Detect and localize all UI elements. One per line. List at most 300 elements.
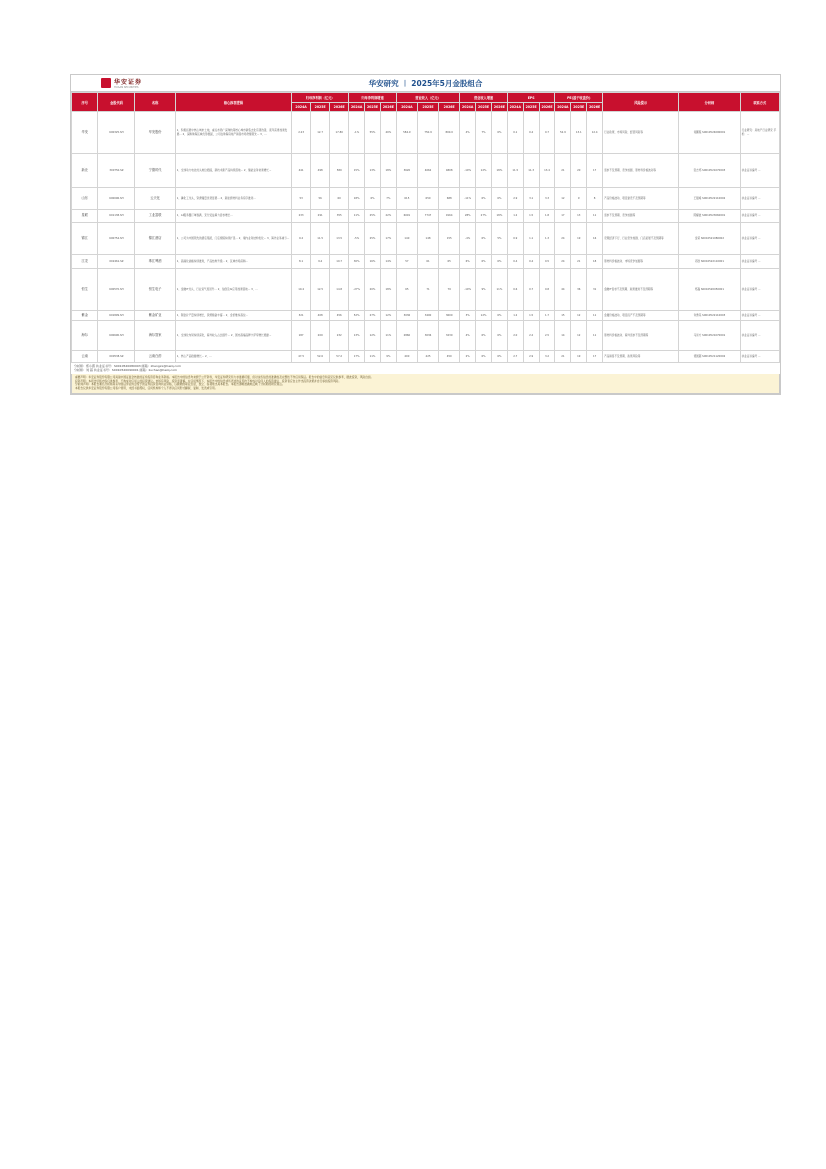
cell-eps: 1.7 [539,311,555,321]
cell-revg: 12% [476,154,492,188]
table-row [72,112,780,154]
cell-pe: 12 [571,311,587,321]
cell-pe: 36 [571,269,587,311]
disclaimer-notes [71,374,780,394]
cell-pe: 17 [587,351,603,363]
cell-npg: 18% [380,154,396,188]
cell-eps: 0.5 [539,255,555,269]
year-header: 2024A [396,103,417,112]
cell-name: 华发股份 [135,112,175,154]
cell-revg: 28% [460,210,476,223]
cell-code: 600690.SH [98,321,135,351]
logo-name: 华安证券 [114,79,143,86]
cell-eps: 0.4 [507,255,523,269]
note-paragraph: 投资声明：本报告所载内容仅供参考，不构成对任何人的投资建议。市场有风险，投资需谨慎。在任何情况下，本报告中的信息或所表述的意见均不构成对任何人的投资建议，投资者应自主作出投资决策并自行承担投资风险。 [75,378,342,383]
cell-npg: -1% [349,112,365,154]
table-row [72,223,780,255]
cell-pe: 17 [587,154,603,188]
cell-np: 8.1 [292,255,311,269]
cell-pe: 20 [571,154,587,188]
cell-rev: 3400 [417,311,438,321]
cell-revg: 6% [476,321,492,351]
cell-np: 441 [292,154,311,188]
cell-eps: 0.9 [507,223,523,255]
cell-rev: 61 [417,255,438,269]
cell-revg: 4% [460,321,476,351]
cell-pe: 13.1 [571,112,587,154]
cell-eps: 2.7 [507,351,523,363]
cell-npg: 9% [380,351,396,363]
cell-rev: 6091 [396,210,417,223]
cell-name: 宁德时代 [135,154,175,188]
cell-rev: 65 [396,269,417,311]
contact-line: 分析师：郑小霞 执业证书号：S0010520080003 邮箱：zhengxx@hazq.com [74,364,181,368]
cell-analyst: 金荣 S0010521080002 [679,223,740,255]
cell-code: 600325.SH [98,112,135,154]
table-row [72,188,780,210]
cell-pe: 17 [555,210,571,223]
cell-risk: 需求不及预期、竞争加剧等 [603,210,679,223]
cell-npg: -27% [349,269,365,311]
cell-npg: 13% [349,321,365,351]
cell-eps: 1.2 [507,311,523,321]
cell-logic: 1、积极拓展中核心城市土地，重点布局广深珠杭等核心城市销售去化有望改善，逐年获得加速发展... 2、深耕珠海区域优势稳固，公司在珠海房地产销售市场份额领先... 3、... [175,112,291,154]
cell-analyst: 何鹏程 S0010524090001 [679,112,740,154]
year-header: 2024A [507,103,523,112]
cell-logic: 1、全球动力电池龙头地位稳固，新技术新产品持续落地... 2、储能业务快速增长... [175,154,291,188]
cell-revg: -10% [460,154,476,188]
cell-num: 云南 [72,351,98,363]
col-header-npg: 归母净利润增速 [349,93,397,103]
cell-revg: 18% [491,154,507,188]
cell-npg: 15% [349,154,365,188]
cell-np: 12.7 [311,112,330,154]
cell-npg: 17% [349,351,365,363]
cell-eps: 1.5 [523,210,539,223]
cell-npg: 55% [365,112,381,154]
cell-revg: 6% [491,112,507,154]
cell-pe: 12 [555,188,571,210]
table-row [72,255,780,269]
cell-rev: 148 [417,223,438,255]
cell-pe: 15 [555,311,571,321]
cell-np: 456 [330,311,349,321]
cell-contact: 执业证书编号 ... [740,210,779,223]
cell-eps: 2.9 [523,351,539,363]
cell-npg: 25% [365,223,381,255]
cell-rev: 9164 [439,210,460,223]
cell-eps: 0.4 [523,112,539,154]
cell-npg: 16% [365,255,381,269]
cell-code: 600754.SH [98,223,135,255]
cell-name: 恒生电子 [135,269,175,311]
table-row [72,321,780,351]
cell-np: 10.4 [292,269,311,311]
cell-npg: 30% [349,255,365,269]
cell-analyst: 许勇其 S0010522110003 [679,311,740,321]
cell-code: 601899.SH [98,311,135,321]
cell-npg: 14% [380,255,396,269]
cell-npg: 11% [380,321,396,351]
cell-eps: 3.1 [523,188,539,210]
cell-num: 山东 [72,188,98,210]
cell-code: 002461.SZ [98,255,135,269]
cell-pe: 21 [555,154,571,188]
cell-eps: 2.2 [523,321,539,351]
cell-risk: 金融IT需求不及预期、政策推进不及预期等 [603,269,679,311]
cell-npg: 12% [365,321,381,351]
cell-contact: 执业证书编号 ... [740,154,779,188]
cell-rev: 3036 [396,311,417,321]
cell-analyst: 陈耀波 S0010523060001 [679,210,740,223]
cell-eps: 0.6 [507,269,523,311]
cell-npg: 11% [349,210,365,223]
cell-revg: 6% [491,188,507,210]
cell-pe: 11 [587,311,603,321]
cell-contact: 执业证书编号 ... [740,255,779,269]
cell-rev: 3620 [396,154,417,188]
cell-logic: 1、AI服务器订单饱满，充分受益算力需求增长... [175,210,291,223]
cell-rev: 57 [396,255,417,269]
cell-pe: 24 [555,255,571,269]
table-row [72,311,780,321]
cell-revg: 6% [476,255,492,269]
cell-contact: 行业研究：房地产行业研究 手机：... [740,112,779,154]
cell-eps: 0.4 [523,255,539,269]
year-header: 2025E [476,103,492,112]
cell-name: 紫金矿业 [135,311,175,321]
year-header: 2024A [460,103,476,112]
cell-np: 10.7 [330,255,349,269]
cell-np: 47.5 [292,351,311,363]
cell-name: 海尔智家 [135,321,175,351]
cell-risk: 原材料价格波动、市场竞争加剧等 [603,255,679,269]
cell-risk: 产品销售不及预期、政策风险等 [603,351,679,363]
cell-revg: 6% [491,311,507,321]
cell-name: 云天化 [135,188,175,210]
cell-num: 锦江 [72,223,98,255]
cell-rev: 3230 [439,321,460,351]
table-row [72,269,780,311]
year-header: 2026E [539,103,555,112]
cell-code: 000538.SZ [98,351,135,363]
cell-logic: 1、核心产品稳健增长... 2、... [175,351,291,363]
cell-eps: 3.3 [539,188,555,210]
cell-rev: 425 [417,351,438,363]
col-header-num: 序号 [72,93,98,112]
cell-rev: 4808 [439,154,460,188]
report-sheet [70,74,781,395]
cell-npg: 7% [380,188,396,210]
cell-revg: 6% [476,188,492,210]
cell-name: 锦江酒店 [135,223,175,255]
cell-revg: 6% [491,255,507,269]
stock-table [71,92,780,363]
cell-revg: -10% [460,269,476,311]
cell-analyst: 郑磊 S0010520050001 [679,269,740,311]
cell-pe: 21 [571,255,587,269]
cell-pe: 9 [571,188,587,210]
cell-contact: 执业证书编号 ... [740,311,779,321]
cell-logic: 1、公司为中国领先的酒店集团，门店规模持续扩张... 2、境内业务结构优化... 3、海外业务减亏... [175,223,291,255]
cell-pe: 19 [571,351,587,363]
year-header: 2024A [349,103,365,112]
cell-eps: 2.5 [539,321,555,351]
cell-rev: 584.9 [396,112,417,154]
cell-np: 53 [292,188,311,210]
cell-eps: 1.1 [523,223,539,255]
cell-np: 291 [311,210,330,223]
cell-num: 华发 [72,112,98,154]
cell-rev: 4062 [417,154,438,188]
cell-pe: 31 [587,269,603,311]
cell-revg: -11% [460,188,476,210]
cell-np: 11.5 [311,223,330,255]
cell-contact: 执业证书编号 ... [740,223,779,255]
cell-npg: 52% [349,311,365,321]
logo-subtitle: HUAAN SECURITIES [114,86,139,89]
cell-np: 9.4 [311,255,330,269]
title-row [71,75,780,92]
cell-pe: 11 [587,210,603,223]
cell-num: 恒生 [72,269,98,311]
cell-npg: 40% [380,112,396,154]
cell-name: 珠江啤酒 [135,255,175,269]
cell-revg: 6% [460,255,476,269]
cell-np: 57.2 [330,351,349,363]
cell-revg: 18% [491,210,507,223]
cell-code: 600570.SH [98,269,135,311]
cell-logic: 1、高端化战略持续推进，产品结构升级... 2、区域市场深耕... [175,255,291,269]
contacts-block [71,363,780,374]
cell-rev: 650 [417,188,438,210]
cell-logic: 1、铜金矿产量持续增长，资源储备丰富... 2、金价维持高位... [175,311,291,321]
cell-pe: 19 [571,223,587,255]
cell-np: 17.80 [330,112,349,154]
cell-revg: 9% [476,269,492,311]
cell-name: 云南白药 [135,351,175,363]
cell-rev: 7747 [417,210,438,223]
note-paragraph: 本报告仅供华安证券股份有限公司客户使用，未经书面授权，任何机构和个人不得以任何形式翻版、复制、发表或引用。 [75,385,218,390]
table-row [72,154,780,188]
cell-pe: 11 [587,321,603,351]
cell-contact: 执业证书编号 ... [740,269,779,311]
cell-logic: 1、金融IT龙头，行业景气度回升... 2、信创及AI应用加速落地... 3、... [175,269,291,311]
cell-npg: 25% [365,210,381,223]
col-header-code: 金股代码 [98,93,135,112]
cell-np: 14.8 [330,269,349,311]
cell-revg: -4% [460,223,476,255]
cell-eps: 11.5 [507,154,523,188]
cell-rev: 2860 [396,321,417,351]
cell-contact: 执业证书编号 ... [740,351,779,363]
cell-npg: -5% [349,223,365,255]
table-body [72,112,780,363]
cell-np: 9.2 [292,223,311,255]
cell-contact: 执业证书编号 ... [740,321,779,351]
cell-eps: 1.8 [539,210,555,223]
cell-revg: 2% [460,351,476,363]
cell-rev: 65 [439,255,460,269]
report-title: 华安研究 ︱ 2025年5月金股组合 [368,79,483,88]
year-header: 2025E [523,103,539,112]
cell-rev: 688 [439,188,460,210]
cell-np: 60 [330,188,349,210]
cell-rev: 3600 [439,311,460,321]
cell-pe: 44 [555,269,571,311]
cell-np: 408 [311,311,330,321]
cell-eps: 13.4 [539,154,555,188]
cell-rev: 71 [417,269,438,311]
cell-npg: 27% [365,311,381,321]
cell-pe: 12 [571,321,587,351]
cell-analyst: 谭国超 S0010521120002 [679,351,740,363]
cell-eps: 1.3 [539,223,555,255]
cell-rev: 615 [396,188,417,210]
col-header-risk: 风险提示 [603,93,679,112]
cell-np: 13.5 [330,223,349,255]
cell-pe: 14 [555,321,571,351]
cell-eps: 2.9 [507,188,523,210]
cell-npg: 17% [380,223,396,255]
col-header-revg: 营业收入增速 [460,93,508,103]
cell-risk: 宏观经济下行、行业竞争加剧、门店拓展不及预期等 [603,223,679,255]
cell-npg: 18% [380,269,396,311]
cell-revg: 27% [476,210,492,223]
cell-np: 187 [292,321,311,351]
cell-pe: 24 [555,223,571,255]
cell-revg: 6% [491,321,507,351]
cell-pe: 21 [555,351,571,363]
cell-revg: 5% [491,223,507,255]
year-header: 2026E [587,103,603,112]
year-header: 2025E [311,103,330,112]
cell-rev: 140 [396,223,417,255]
col-header-logic: 核心推荐逻辑 [175,93,291,112]
cell-revg: 6% [476,223,492,255]
cell-analyst: 马远方 S0010521070001 [679,321,740,351]
cell-revg: 4% [460,112,476,154]
cell-pe: 52.9 [555,112,571,154]
cell-revg: 12% [476,311,492,321]
cell-name: 工业富联 [135,210,175,223]
year-header: 2026E [330,103,349,112]
cell-rev: 3036 [417,321,438,351]
cell-eps: 0.7 [539,112,555,154]
cell-pe: 8 [587,188,603,210]
year-header: 2025E [417,103,438,112]
cell-analyst: 张志邦 S0010521070003 [679,154,740,188]
cell-pe: 12.4 [587,112,603,154]
cell-num: 海尔 [72,321,98,351]
note-paragraph: 重要声明：华安证券股份有限公司具备中国证监会核准的证券投资咨询业务资格。本报告中的信息均来源于公开资料，华安证券研究所力求准确可靠，但对这些信息的准确性及完整性不作任何保证。报告中的信息和意见仅供参考，据此投资，风险自担。 [75,374,374,379]
cell-np: 355 [330,210,349,223]
cell-np: 589 [330,154,349,188]
cell-pe: 16 [587,223,603,255]
cell-revg: 6% [491,351,507,363]
cell-code: 601138.SH [98,210,135,223]
year-header: 2025E [365,103,381,112]
year-header: 2025E [571,103,587,112]
cell-npg: 12% [380,311,396,321]
cell-risk: 需求不及预期、竞争加剧、原材料价格波动等 [603,154,679,188]
cell-rev: 800.0 [439,112,460,154]
note-paragraph: 分析师声明：本报告署名分析师具有中国证券业协会授予的证券投资咨询执业资格，以勤勉的职业态度，独立、客观地出具本报告。本报告清晰准确地反映了分析师的研究观点。 [75,382,285,387]
cell-rev: 400 [396,351,417,363]
cell-npg: 6% [365,188,381,210]
cell-code: 300750.SZ [98,154,135,188]
cell-np: 321 [292,311,311,321]
cell-num: 星联 [72,210,98,223]
cell-npg: 18% [349,188,365,210]
cell-code: 600096.SH [98,188,135,210]
cell-num: 紫金 [72,311,98,321]
cell-analyst: 邓欣 S0010522110001 [679,255,740,269]
cell-rev: 450 [439,351,460,363]
col-header-analyst: 分析师 [679,93,740,112]
col-header-rev: 营业收入（亿元） [396,93,459,103]
cell-contact: 执业证书编号 ... [740,188,779,210]
cell-eps: 0.8 [539,269,555,311]
cell-rev: 79 [439,269,460,311]
cell-npg: 11% [365,351,381,363]
cell-num: 江龙 [72,255,98,269]
cell-risk: 行业政策、市场风险、经营风险等 [603,112,679,154]
cell-np: 12.5 [311,269,330,311]
cell-revg: 6% [476,351,492,363]
cell-npg: 22% [380,210,396,223]
table-row [72,210,780,223]
cell-rev: 155 [439,223,460,255]
cell-eps: 0.7 [523,269,539,311]
year-header: 2026E [491,103,507,112]
col-header-contact: 联系方式 [740,93,779,112]
year-header: 2026E [439,103,460,112]
cell-np: 232 [330,321,349,351]
cell-eps: 11.3 [523,154,539,188]
cell-npg: 20% [365,269,381,311]
cell-risk: 产品价格波动、项目建设不及预期等 [603,188,679,210]
cell-revg: 11% [491,269,507,311]
table-row [72,351,780,363]
cell-np: 233 [292,210,311,223]
cell-np: 2.23 [292,112,311,154]
cell-np: 56 [311,188,330,210]
cell-np: 498 [311,154,330,188]
col-header-pe: PE(基于收盘价) [555,93,603,103]
year-header: 2024A [555,103,571,112]
year-header: 2026E [380,103,396,112]
year-header: 2024A [292,103,311,112]
cell-revg: 7% [476,112,492,154]
header-row-top [72,93,780,103]
cell-num: 新北 [72,154,98,188]
cell-np: 52.6 [311,351,330,363]
cell-logic: 1、全球化布局持续深化，海外收入占比提升... 2、国内高端品牌卡萨帝增长稳健... [175,321,291,351]
cell-pe: 18 [587,255,603,269]
cell-risk: 金属价格波动、项目投产不及预期等 [603,311,679,321]
cell-eps: 1.2 [507,210,523,223]
cell-eps: 2.0 [507,321,523,351]
cell-eps: 0.1 [507,112,523,154]
cell-eps: 1.5 [523,311,539,321]
cell-pe: 13 [571,210,587,223]
contact-line: 分析师：刘 超 执业证书号：S0010520090001 邮箱：liuchao@hazq.com [74,368,177,373]
cell-risk: 原材料价格波动、海外需求不及预期等 [603,321,679,351]
cell-logic: 1、磷化工龙头，资源储量优势显著... 2、新能源材料业务有序推进... [175,188,291,210]
cell-revg: 3% [460,311,476,321]
col-header-eps: EPS [507,93,555,103]
